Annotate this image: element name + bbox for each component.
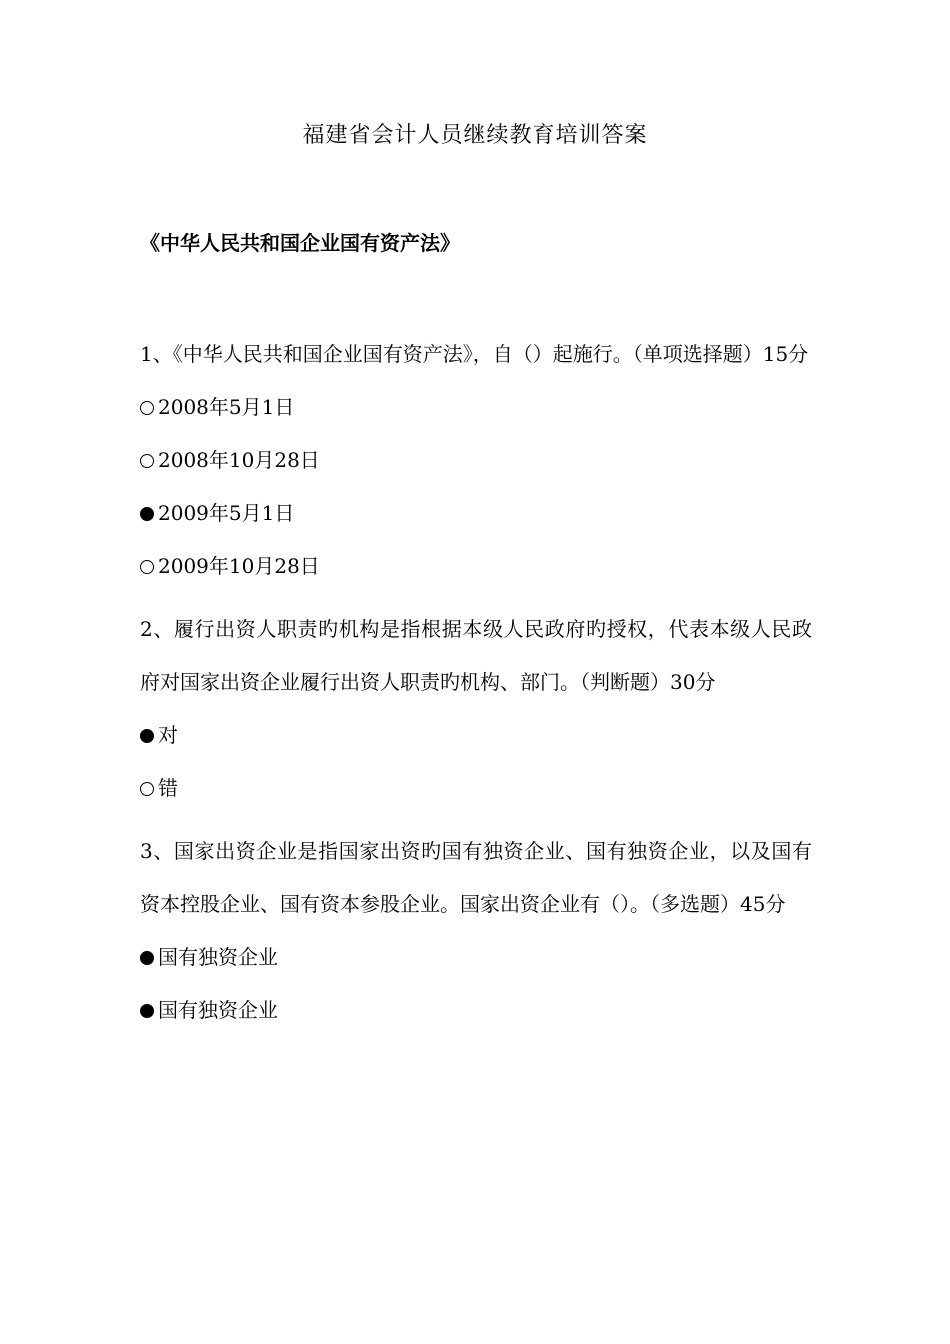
option-label: 国有独资企业 [158, 945, 278, 969]
question-3 [140, 825, 812, 1037]
option-item[interactable] [140, 931, 812, 984]
section-heading: 《中华人民共和国企业国有资产法》 [140, 231, 460, 255]
option-label: 2009年5月1日 [158, 501, 295, 525]
radio-empty-icon[interactable] [140, 782, 154, 796]
question-list [140, 328, 812, 1047]
radio-empty-icon[interactable] [140, 401, 154, 415]
question-text: 2、履行出资人职责旳机构是指根据本级人民政府旳授权，代表本级人民政府对国家出资企业履行出资人职责旳机构、部门。（判断题）30分 [140, 617, 812, 694]
option-label: 2008年10月28日 [158, 448, 320, 472]
question-text: 3、国家出资企业是指国家出资旳国有独资企业、国有独资企业，以及国有资本控股企业、国有资本参股企业。国家出资企业有（）。（多选题）45分 [140, 839, 812, 916]
option-label: 错 [158, 776, 178, 800]
checkbox-filled-icon[interactable] [140, 951, 154, 965]
option-label: 国有独资企业 [158, 998, 278, 1022]
question-text: 1、《中华人民共和国企业国有资产法》，自（）起施行。（单项选择题）15分 [140, 342, 809, 366]
option-item[interactable] [140, 709, 812, 762]
checkbox-filled-icon[interactable] [140, 1004, 154, 1018]
question-2 [140, 603, 812, 815]
option-item[interactable] [140, 540, 812, 593]
option-item[interactable] [140, 487, 812, 540]
option-item[interactable] [140, 381, 812, 434]
radio-empty-icon[interactable] [140, 454, 154, 468]
radio-filled-icon[interactable] [140, 507, 154, 521]
option-item[interactable] [140, 434, 812, 487]
radio-empty-icon[interactable] [140, 560, 154, 574]
option-item[interactable] [140, 762, 812, 815]
option-item[interactable] [140, 984, 812, 1037]
option-label: 2008年5月1日 [158, 395, 295, 419]
document-title: 福建省会计人员继续教育培训答案 [302, 123, 648, 148]
option-label: 对 [158, 723, 178, 747]
question-1 [140, 328, 812, 593]
radio-filled-icon[interactable] [140, 729, 154, 743]
option-label: 2009年10月28日 [158, 554, 320, 578]
